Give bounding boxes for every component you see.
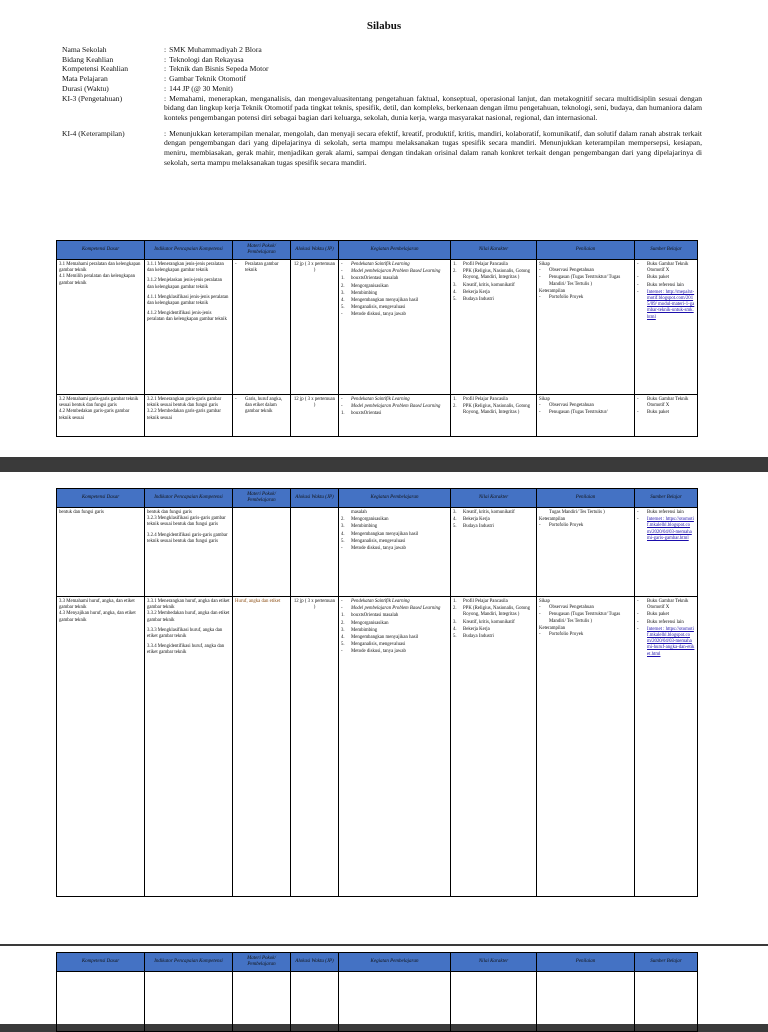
header-kegiatan: Kegiatan Pembelajaran — [339, 489, 451, 508]
sumber-link[interactable]: Internet : https://otomotif.mkalelhl.blogspot.com/2020/04/03-memahami-huruf-angka-dan-etiket.html — [647, 626, 695, 657]
header-materi: Materi Pokok/ Pembelajaran — [233, 241, 291, 260]
table-row — [57, 395, 698, 437]
cell-ipk: bentuk dan fungsi garis 3.2.3 Mengklasifikasi garis-garis gambar teknik sesuai bentuk dan fungsi garis 3.2.4 Mengidentifikasi garis-garis gambar teknik sesuai bentuk dan fungsi garis — [145, 508, 233, 597]
cell-sumber: - Buku referensi lain - Internet : https://otomotif.mkalelhl.blogspot.com/2020/04/03-memahami-garis-gambar.html — [635, 508, 698, 597]
cell-kegiatan: - Pendekatan Saintifik Learning - Model pembelajaran Problem Based Learning 1. bouxtsOrientasi masalah 2. Mengorganisasikan 3. Membimbing 4. Mengembangkan menyajikan hasil 5. Menganalisis, mengevaluasi - Metode diskusi, tanya jawab — [339, 597, 451, 897]
cell-penilaian: Sikap - Observasi Pengetahuan - Penugasan (Tugas Terstruktur/ — [537, 395, 635, 437]
header-materi: Materi Pokok/ Pembelajaran — [233, 489, 291, 508]
header-kompetensi-dasar: Kompetensi Dasar — [57, 953, 145, 972]
header-kompetensi-dasar: Kompetensi Dasar — [57, 489, 145, 508]
meta-row: Mata Pelajaran : Gambar Teknik Otomotif — [62, 74, 247, 84]
cell-penilaian: Sikap - Observasi Pengetahuan - Penugasan (Tugas Terstruktur/ Tugas Mandiri/ Tes Tertulis ) Keterampilan - Portofolio Proyek — [537, 260, 635, 395]
header-sumber-belajar: Sumber Belajar — [635, 241, 698, 260]
header-indikator: Indikator Pencapaian Kompetensi — [145, 489, 233, 508]
meta-label: Bidang Keahlian — [62, 54, 114, 64]
table-header-row — [57, 489, 698, 508]
header-nilai-karakter: Nilai Karakter — [451, 489, 537, 508]
cell-kegiatan: masalah 2. Mengorganisasikan 3. Membimbing 4. Mengembangkan menyajikan hasil 5. Menganalisis, mengevaluasi - Metode diskusi, tanya jawab — [339, 508, 451, 597]
meta-label: Mata Pelajaran — [62, 74, 108, 84]
header-nilai-karakter: Nilai Karakter — [451, 241, 537, 260]
syllabus-table-1 — [56, 240, 698, 437]
table-header-row — [57, 953, 698, 972]
table-row — [57, 972, 698, 1032]
cell-kd: 3.3 Memahami huruf, angka, dan etiket gambar teknik 4.3 Menyajikan huruf, angka, dan etiket gambar teknik — [57, 597, 145, 897]
header-kegiatan: Kegiatan Pembelajaran — [339, 953, 451, 972]
meta-value: Menunjukkan keterampilan menalar, mengolah, dan menyaji secara efektif, kreatif, produktif, kritis, mandiri, kolaboratif, komunikatif, dan solutif dalam ranah abstrak terkait dengan pengembangan dari yang dipelajarinya di sekolah, serta mampu melaksanakan tugas spesifik secara mandiri. Menunjukkan keterampilan mempersepsi, kesiapan, meniru, membiasakan, gerak mahir, menjadikan gerak alami, sampai dengan tindakan orisinal dalam ranah konkret terkait dengan pengembangan dari yang dipelajarinya di sekolah, serta mampu melaksanakan tugas spesifik secara mandiri. — [164, 128, 702, 167]
meta-label: KI-4 (Keterampilan) — [62, 128, 125, 138]
header-alokasi: Alokasi Waktu (JP) — [291, 489, 339, 508]
meta-row: Kompetensi Keahlian : Teknik dan Bisnis Sepeda Motor — [62, 64, 269, 74]
cell-kd: bentuk dan fungsi garis — [57, 508, 145, 597]
page-1 — [0, 0, 768, 457]
cell-kd: 3.2 Memahami garis-garis gambar teknik sesuai bentuk dan fungsi garis 4.2 Membedakan garis-garis gambar teknik sesuai — [57, 395, 145, 437]
header-indikator: Indikator Pencapaian Kompetensi — [145, 241, 233, 260]
cell-sumber: - Buku Gambar Teknik Otomotif X - Buku paket — [635, 395, 698, 437]
cell-ipk: 3.1.1 Menerangkan jenis-jenis peralatan dan kelengkapan gambar teknik 3.1.2 Menjelaskan jenis-jenis peralatan dan kelengkapan gambar teknik 4.1.1 Mengklasifikasi jenis-jenis peralatan dan kelengkapan gambar teknik 4.1.2 Mengidentifikasi jenis-jenis peralatan dan kelengkapan gambar teknik — [145, 260, 233, 395]
table-row — [57, 597, 698, 897]
cell-alokasi: 12 jp ( 3 x pertemuan ) — [291, 395, 339, 437]
cell-materi: Huruf, angka dan etiket — [233, 597, 291, 897]
cell-ipk: 3.3.1 Menerangkan huruf, angka dan etiket gambar teknik 3.3.2 Membedakan huruf, angka dan etiket gambar teknik 3.3.3 Mengklasifikasi huruf, angka dan etiket gambar teknik 3.3.4 Mengidentifikasi huruf, angka dan etiket gambar teknik — [145, 597, 233, 897]
cell-kegiatan: - Pendekatan Saintifik Learning - Model pembelajaran Problem Based Learning 1. bouxtsOrientasi masalah 2. Mengorganisasikan 3. Membimbing 4. Mengembangkan menyajikan hasil 5. Menganalisis, mengevaluasi - Metode diskusi, tanya jawab — [339, 260, 451, 395]
cell-nilai-karakter: 1. Profil Pelajar Pancasila 2. PPK (Religius, Nasionalis, Gotong Royong, Mandiri, Integritas ) 3. Kreatif, kritis, komunikatif 4. Bekerja Kerja 5. Budaya Industri — [451, 260, 537, 395]
header-penilaian: Penilaian — [537, 953, 635, 972]
header-alokasi: Alokasi Waktu (JP) — [291, 241, 339, 260]
header-materi: Materi Pokok/ Pembelajaran — [233, 953, 291, 972]
cell-nilai-karakter: 1. Profil Pelajar Pancasila 2. PPK (Religius, Nasionalis, Gotong Royong, Mandiri, Integritas ) 3. Kreatif, kritis, komunikatif 4. Bekerja Kerja 5. Budaya Industri — [451, 597, 537, 897]
header-penilaian: Penilaian — [537, 489, 635, 508]
header-sumber-belajar: Sumber Belajar — [635, 953, 698, 972]
header-penilaian: Penilaian — [537, 241, 635, 260]
page-2 — [0, 472, 768, 944]
cell-materi: - Peralatan gambar teknik — [233, 260, 291, 395]
table-row — [57, 508, 698, 597]
meta-row: Durasi (Waktu) : 144 JP (@ 30 Menit) — [62, 83, 233, 93]
header-indikator: Indikator Pencapaian Kompetensi — [145, 953, 233, 972]
header-alokasi: Alokasi Waktu (JP) — [291, 953, 339, 972]
meta-value: Memahami, menerapkan, menganalisis, dan mengevaluasitentang pengetahuan faktual, konseptual, operasional lanjut, dan metakognitif secara multidisiplin sesuai dengan bidang dan lingkup kerja Teknik Otomotif pada tingkat teknis, spesifik, detil, dan kompleks, berkenaan dengan ilmu pengetahuan, teknologi, seni, budaya, dan humaniora dalam konteks pengembangan potensi diri sebagai bagian dari keluarga, sekolah, dunia kerja, warga masyarakat nasional, regional, dan internasional. — [164, 93, 702, 122]
cell-materi: - Garis, huruf angka, dan etiket dalam gambar teknik — [233, 395, 291, 437]
syllabus-table-3 — [56, 952, 698, 1032]
meta-value: Gambar Teknik Otomotif — [169, 74, 247, 84]
table-header-row — [57, 241, 698, 260]
cell-alokasi: 12 jp ( 3 x pertemuan ) — [291, 597, 339, 897]
cell-ipk: 3.2.1 Menerangkan garis-garis gambar teknik sesuai bentuk dan fungsi garis 3.2.2 Membedakan garis-garis gambar teknik sesuai — [145, 395, 233, 437]
meta-value: Teknologi dan Rekayasa — [169, 54, 244, 64]
meta-row: Nama Sekolah : SMK Muhammadiyah 2 Blora — [62, 45, 262, 54]
cell-materi — [233, 508, 291, 597]
page-title: Silabus — [366, 20, 402, 32]
meta-value: 144 JP (@ 30 Menit) — [169, 83, 233, 93]
header-kegiatan: Kegiatan Pembelajaran — [339, 241, 451, 260]
meta-value: Teknik dan Bisnis Sepeda Motor — [169, 64, 269, 74]
meta-row: KI-3 (Pengetahuan) : Memahami, menerapkan, menganalisis, dan mengevaluasitentang pengetahuan faktual, konseptual, operasional lanjut, dan metakognitif secara multidisiplin sesuai dengan bidang dan lingkup kerja Teknik Otomotif pada tingkat teknis, spesifik, detil, dan kompleks, berkenaan dengan ilmu pengetahuan, teknologi, seni, budaya, dan humaniora dalam konteks pengembangan potensi diri sebagai bagian dari keluarga, sekolah, dunia kerja, warga masyarakat nasional, regional, dan internasional. — [62, 93, 702, 122]
cell-kegiatan: - Pendekatan Saintifik Learning - Model pembelajaran Problem Based Learning 1. bouxtsOrientasi — [339, 395, 451, 437]
sumber-link[interactable]: Internet : http://mepalxt-motif.blogspot.com/2015/09/ modul-materi-1-gambar-teknik-untuk-smk.html — [647, 289, 695, 320]
header-nilai-karakter: Nilai Karakter — [451, 953, 537, 972]
cell-alokasi — [291, 508, 339, 597]
page-3 — [0, 946, 768, 1024]
cell-nilai-karakter: 3. Kreatif, kritis, komunikatif 4. Bekerja Kerja 5. Budaya Industri — [451, 508, 537, 597]
meta-label: KI-3 (Pengetahuan) — [62, 93, 123, 103]
syllabus-table-2 — [56, 488, 698, 897]
table-row — [57, 260, 698, 395]
cell-sumber: - Buku Gambar Teknik Otomotif X - Buku paket - Buku referensi lain - Internet : https://otomotif.mkalelhl.blogspot.com/2020/04/03-memahami-huruf-angka-dan-etiket.html — [635, 597, 698, 897]
cell-sumber: - Buku Gambar Teknik Otomotif X - Buku paket - Buku referensi lain - Internet : http://mepalxt-motif.blogspot.com/2015/09/ modul-materi-1-gambar-teknik-untuk-smk.html — [635, 260, 698, 395]
header-kompetensi-dasar: Kompetensi Dasar — [57, 241, 145, 260]
meta-label: Kompetensi Keahlian — [62, 64, 129, 74]
syllabus-meta — [62, 45, 702, 167]
meta-label: Nama Sekolah — [62, 45, 107, 54]
cell-alokasi: 12 jp ( 3 x pertemuan ) — [291, 260, 339, 395]
meta-value: SMK Muhammadiyah 2 Blora — [169, 45, 262, 54]
header-sumber-belajar: Sumber Belajar — [635, 489, 698, 508]
meta-row: Bidang Keahlian : Teknologi dan Rekayasa — [62, 54, 244, 64]
cell-kd: 3.1 Memahami peralatan dan kelengkapan gambar teknik 4.1 Memilih peralatan dan kelengkapan gambar teknik — [57, 260, 145, 395]
meta-row: KI-4 (Keterampilan) : Menunjukkan keterampilan menalar, mengolah, dan menyaji secara efektif, kreatif, produktif, kritis, mandiri, kolaboratif, komunikatif, dan solutif dalam ranah abstrak terkait dengan pengembangan dari yang dipelajarinya di sekolah, serta mampu melaksanakan tugas spesifik secara mandiri. Menunjukkan keterampilan mempersepsi, kesiapan, meniru, membiasakan, gerak mahir, menjadikan gerak alami, sampai dengan tindakan orisinal dalam ranah konkret terkait dengan pengembangan dari yang dipelajarinya di sekolah, serta mampu melaksanakan tugas spesifik secara mandiri. — [62, 128, 702, 167]
meta-label: Durasi (Waktu) — [62, 83, 109, 93]
cell-nilai-karakter: 1. Profil Pelajar Pancasila 2. PPK (Religius, Nasionalis, Gotong Royong, Mandiri, Integritas ) — [451, 395, 537, 437]
cell-penilaian: Sikap - Observasi Pengetahuan - Penugasan (Tugas Terstruktur/ Tugas Mandiri/ Tes Tertulis ) Keterampilan - Portofolio Proyek — [537, 597, 635, 897]
cell-penilaian: Tugas Mandiri/ Tes Tertulis ) Keterampilan - Portofolio Proyek — [537, 508, 635, 597]
sumber-link[interactable]: Internet : https://otomotif.mkalelhl.blogspot.com/2020/04/03-memahami-garis-gambar.html — [647, 517, 694, 541]
